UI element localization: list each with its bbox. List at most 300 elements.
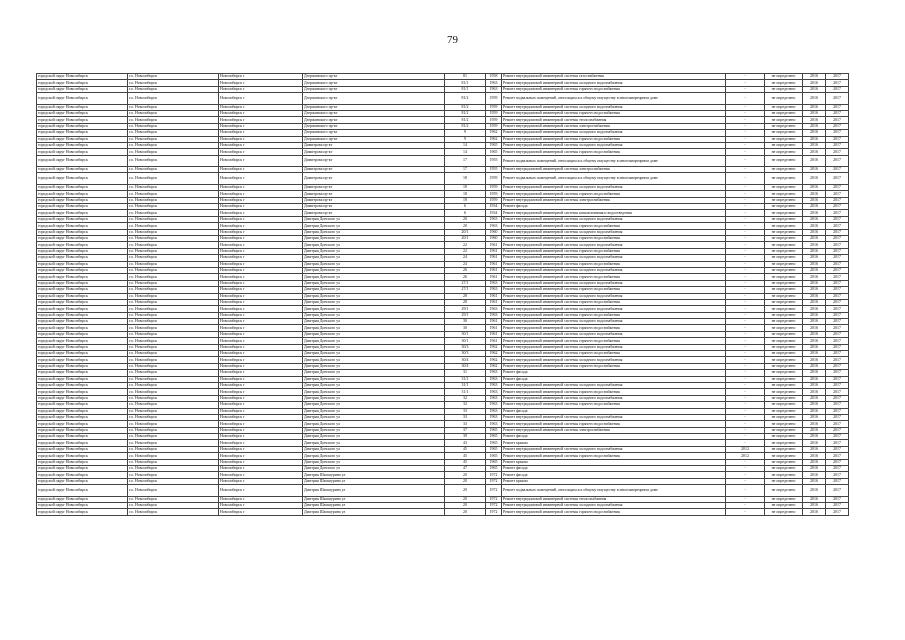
cell-cost: не определено [765, 274, 803, 280]
cell-street: Дзержинского пр-кт [303, 86, 445, 92]
cell-completion: - [726, 440, 765, 446]
cell-street: Димитрова пр-кт [303, 210, 445, 216]
cell-house: 20 [445, 223, 486, 229]
cell-cost: не определено [765, 319, 803, 325]
cell-year: 1959 [486, 123, 502, 129]
cell-work-type: Ремонт внутридомовой инженерной системы горячего водоснабжения [502, 287, 726, 293]
cell-year-to: 2017 [826, 248, 849, 254]
cell-work-type: Ремонт внутридомовой инженерной системы холодного водоснабжения [502, 130, 726, 136]
cell-work-type: Ремонт внутридомовой инженерной системы горячего водоснабжения [502, 86, 726, 92]
cell-cost: не определено [765, 351, 803, 357]
cell-year: 1963 [486, 370, 502, 376]
cell-house: 30/1 [445, 338, 486, 344]
cell-district: г.о. Новосибирск [128, 351, 219, 357]
table-row [37, 155, 849, 166]
cell-street: Дмитрия Донского ул [303, 434, 445, 440]
cell-street: Дмитрия Донского ул [303, 421, 445, 427]
cell-district: г.о. Новосибирск [128, 478, 219, 484]
cell-year-to: 2017 [826, 280, 849, 286]
cell-year-from: 2016 [803, 306, 826, 312]
cell-completion: - [726, 306, 765, 312]
cell-street: Дмитрия Шамшурина ул [303, 472, 445, 478]
cell-street: Дмитрия Донского ул [303, 325, 445, 331]
cell-house: 27/1 [445, 287, 486, 293]
cell-year-from: 2016 [803, 466, 826, 472]
cell-settlement: Новосибирск г [219, 255, 303, 261]
cell-settlement: Новосибирск г [219, 338, 303, 344]
cell-work-type: Ремонт внутридомовой инженерной системы горячего водоснабжения [502, 110, 726, 116]
cell-year-to: 2017 [826, 287, 849, 293]
cell-district: г.о. Новосибирск [128, 459, 219, 465]
cell-municipality: городской округ Новосибирск [37, 155, 128, 166]
cell-year-from: 2016 [803, 261, 826, 267]
cell-cost: не определено [765, 421, 803, 427]
cell-district: г.о. Новосибирск [128, 229, 219, 235]
cell-street: Димитрова пр-кт [303, 184, 445, 190]
cell-year-from: 2016 [803, 93, 826, 104]
cell-cost: не определено [765, 402, 803, 408]
cell-settlement: Новосибирск г [219, 421, 303, 427]
cell-house: 31 [445, 370, 486, 376]
cell-completion: - [726, 261, 765, 267]
cell-municipality: городской округ Новосибирск [37, 242, 128, 248]
cell-completion: - [726, 248, 765, 254]
cell-year: 1965 [486, 446, 502, 452]
cell-year: 1965 [486, 434, 502, 440]
cell-year-from: 2016 [803, 155, 826, 166]
cell-district: г.о. Новосибирск [128, 274, 219, 280]
cell-work-type: Ремонт внутридомовой инженерной системы холодного водоснабжения [502, 142, 726, 148]
table-row [37, 509, 849, 515]
cell-year: 1961 [486, 293, 502, 299]
cell-work-type: Ремонт внутридомовой инженерной системы горячего водоснабжения [502, 149, 726, 155]
cell-year-to: 2017 [826, 312, 849, 318]
cell-year-from: 2016 [803, 280, 826, 286]
cell-year-from: 2016 [803, 440, 826, 446]
cell-district: г.о. Новосибирск [128, 338, 219, 344]
cell-municipality: городской округ Новосибирск [37, 136, 128, 142]
cell-district: г.о. Новосибирск [128, 204, 219, 210]
cell-street: Дзержинского пр-кт [303, 117, 445, 123]
cell-work-type: Ремонт внутридомовой инженерной системы теплоснабжения [502, 496, 726, 502]
cell-settlement: Новосибирск г [219, 142, 303, 148]
cell-year-from: 2016 [803, 86, 826, 92]
cell-year-to: 2017 [826, 155, 849, 166]
cell-year-to: 2017 [826, 496, 849, 502]
cell-year-to: 2017 [826, 267, 849, 273]
cell-street: Дзержинского пр-кт [303, 123, 445, 129]
cell-district: г.о. Новосибирск [128, 235, 219, 241]
cell-district: г.о. Новосибирск [128, 402, 219, 408]
cell-municipality: городской округ Новосибирск [37, 421, 128, 427]
cell-house: 33 [445, 414, 486, 420]
cell-year-to: 2017 [826, 472, 849, 478]
cell-street: Дмитрия Донского ул [303, 267, 445, 273]
cell-work-type: Ремонт крыши [502, 478, 726, 484]
cell-completion: - [726, 395, 765, 401]
cell-district: г.о. Новосибирск [128, 130, 219, 136]
cell-settlement: Новосибирск г [219, 414, 303, 420]
cell-settlement: Новосибирск г [219, 363, 303, 369]
cell-year: 1961 [486, 325, 502, 331]
cell-settlement: Новосибирск г [219, 261, 303, 267]
cell-municipality: городской округ Новосибирск [37, 80, 128, 86]
cell-cost: не определено [765, 255, 803, 261]
cell-cost: не определено [765, 123, 803, 129]
cell-street: Дмитрия Донского ул [303, 344, 445, 350]
cell-year-to: 2017 [826, 223, 849, 229]
cell-cost: не определено [765, 331, 803, 337]
cell-year-from: 2016 [803, 478, 826, 484]
cell-municipality: городской округ Новосибирск [37, 117, 128, 123]
cell-street: Дмитрия Донского ул [303, 459, 445, 465]
cell-work-type: Ремонт внутридомовой инженерной системы горячего водоснабжения [502, 223, 726, 229]
cell-district: г.о. Новосибирск [128, 485, 219, 496]
cell-street: Дмитрия Донского ул [303, 223, 445, 229]
cell-completion: - [726, 167, 765, 173]
cell-year-to: 2017 [826, 86, 849, 92]
cell-work-type: Ремонт фасада [502, 204, 726, 210]
cell-completion: - [726, 472, 765, 478]
cell-settlement: Новосибирск г [219, 248, 303, 254]
cell-house: 18 [445, 173, 486, 184]
cell-year-to: 2017 [826, 363, 849, 369]
cell-work-type: Ремонт внутридомовой инженерной системы горячего водоснабжения [502, 402, 726, 408]
cell-year-to: 2017 [826, 503, 849, 509]
cell-street: Димитрова пр-кт [303, 167, 445, 173]
cell-year-from: 2016 [803, 503, 826, 509]
cell-municipality: городской округ Новосибирск [37, 261, 128, 267]
cell-year-from: 2016 [803, 472, 826, 478]
cell-house: 45 [445, 453, 486, 459]
cell-work-type: Ремонт фасада [502, 370, 726, 376]
cell-year: 1961 [486, 331, 502, 337]
cell-work-type: Ремонт внутридомовой инженерной системы холодного водоснабжения [502, 255, 726, 261]
cell-year-from: 2016 [803, 191, 826, 197]
cell-year: 1965 [486, 142, 502, 148]
cell-municipality: городской округ Новосибирск [37, 74, 128, 80]
cell-municipality: городской округ Новосибирск [37, 389, 128, 395]
cell-completion: - [726, 110, 765, 116]
cell-settlement: Новосибирск г [219, 80, 303, 86]
cell-municipality: городской округ Новосибирск [37, 142, 128, 148]
cell-district: г.о. Новосибирск [128, 395, 219, 401]
cell-cost: не определено [765, 104, 803, 110]
cell-work-type: Ремонт фасада [502, 376, 726, 382]
cell-house: 81/1 [445, 80, 486, 86]
cell-settlement: Новосибирск г [219, 427, 303, 433]
cell-street: Дмитрия Донского ул [303, 357, 445, 363]
cell-street: Дмитрия Донского ул [303, 242, 445, 248]
cell-cost: не определено [765, 325, 803, 331]
cell-district: г.о. Новосибирск [128, 173, 219, 184]
cell-year-from: 2016 [803, 421, 826, 427]
cell-cost: не определено [765, 261, 803, 267]
cell-year-to: 2017 [826, 351, 849, 357]
cell-settlement: Новосибирск г [219, 93, 303, 104]
cell-settlement: Новосибирск г [219, 319, 303, 325]
cell-settlement: Новосибирск г [219, 149, 303, 155]
cell-year-to: 2017 [826, 142, 849, 148]
cell-work-type: Ремонт внутридомовой инженерной системы горячего водоснабжения [502, 191, 726, 197]
cell-municipality: городской округ Новосибирск [37, 357, 128, 363]
cell-house: 81/2 [445, 123, 486, 129]
cell-year-from: 2016 [803, 216, 826, 222]
cell-cost: не определено [765, 197, 803, 203]
cell-municipality: городской округ Новосибирск [37, 466, 128, 472]
cell-municipality: городской округ Новосибирск [37, 338, 128, 344]
cell-house: 31/1 [445, 382, 486, 388]
cell-district: г.о. Новосибирск [128, 472, 219, 478]
cell-work-type: Ремонт внутридомовой инженерной системы холодного водоснабжения [502, 344, 726, 350]
cell-year-from: 2016 [803, 248, 826, 254]
cell-house: 26 [445, 267, 486, 273]
cell-year-to: 2017 [826, 331, 849, 337]
cell-house: 30/3 [445, 351, 486, 357]
cell-year-from: 2016 [803, 293, 826, 299]
cell-house: 30/4 [445, 357, 486, 363]
cell-house: 20 [445, 503, 486, 509]
cell-work-type: Ремонт внутридомовой инженерной системы холодного водоснабжения [502, 395, 726, 401]
cell-completion: - [726, 104, 765, 110]
cell-municipality: городской округ Новосибирск [37, 248, 128, 254]
cell-municipality: городской округ Новосибирск [37, 370, 128, 376]
cell-year-to: 2017 [826, 319, 849, 325]
cell-year: 1962 [486, 130, 502, 136]
cell-district: г.о. Новосибирск [128, 440, 219, 446]
cell-municipality: городской округ Новосибирск [37, 446, 128, 452]
cell-house: 29/1 [445, 312, 486, 318]
cell-settlement: Новосибирск г [219, 155, 303, 166]
cell-street: Дмитрия Донского ул [303, 414, 445, 420]
cell-year-to: 2017 [826, 293, 849, 299]
cell-year-from: 2016 [803, 274, 826, 280]
cell-cost: не определено [765, 344, 803, 350]
cell-settlement: Новосибирск г [219, 434, 303, 440]
cell-work-type: Ремонт крыши [502, 459, 726, 465]
cell-work-type: Ремонт внутридомовой инженерной системы газоснабжения [502, 74, 726, 80]
cell-completion: - [726, 338, 765, 344]
cell-house: 24 [445, 261, 486, 267]
cell-year: 1959 [486, 197, 502, 203]
cell-work-type: Ремонт внутридомовой инженерной системы холодного водоснабжения [502, 242, 726, 248]
cell-year: 1963 [486, 376, 502, 382]
cell-street: Димитрова пр-кт [303, 191, 445, 197]
cell-year-to: 2017 [826, 104, 849, 110]
cell-year-from: 2016 [803, 110, 826, 116]
cell-house: 31/1 [445, 389, 486, 395]
cell-year-to: 2017 [826, 370, 849, 376]
cell-cost: не определено [765, 338, 803, 344]
cell-street: Дмитрия Донского ул [303, 395, 445, 401]
cell-year-to: 2017 [826, 197, 849, 203]
cell-district: г.о. Новосибирск [128, 216, 219, 222]
cell-municipality: городской округ Новосибирск [37, 331, 128, 337]
cell-completion: - [726, 235, 765, 241]
cell-cost: не определено [765, 287, 803, 293]
cell-year-from: 2016 [803, 197, 826, 203]
cell-year-from: 2016 [803, 255, 826, 261]
cell-street: Дмитрия Донского ул [303, 453, 445, 459]
cell-municipality: городской округ Новосибирск [37, 414, 128, 420]
cell-cost: не определено [765, 136, 803, 142]
cell-completion: - [726, 229, 765, 235]
cell-municipality: городской округ Новосибирск [37, 287, 128, 293]
cell-district: г.о. Новосибирск [128, 389, 219, 395]
cell-year-from: 2016 [803, 351, 826, 357]
cell-year-to: 2017 [826, 427, 849, 433]
cell-municipality: городской округ Новосибирск [37, 509, 128, 515]
cell-year: 1963 [486, 312, 502, 318]
cell-street: Дзержинского пр-кт [303, 104, 445, 110]
cell-cost: не определено [765, 223, 803, 229]
cell-settlement: Новосибирск г [219, 395, 303, 401]
cell-district: г.о. Новосибирск [128, 280, 219, 286]
cell-house: 20 [445, 472, 486, 478]
cell-settlement: Новосибирск г [219, 331, 303, 337]
cell-completion: - [726, 421, 765, 427]
cell-year-to: 2017 [826, 74, 849, 80]
cell-work-type: Ремонт внутридомовой инженерной системы холодного водоснабжения [502, 357, 726, 363]
cell-municipality: городской округ Новосибирск [37, 344, 128, 350]
cell-work-type: Ремонт внутридомовой инженерной системы холодного водоснабжения [502, 319, 726, 325]
cell-settlement: Новосибирск г [219, 357, 303, 363]
cell-municipality: городской округ Новосибирск [37, 472, 128, 478]
cell-street: Дмитрия Донского ул [303, 382, 445, 388]
cell-work-type: Ремонт внутридомовой инженерной системы холодного водоснабжения [502, 267, 726, 273]
cell-cost: не определено [765, 149, 803, 155]
cell-street: Дмитрия Донского ул [303, 216, 445, 222]
cell-settlement: Новосибирск г [219, 223, 303, 229]
cell-municipality: городской округ Новосибирск [37, 503, 128, 509]
cell-year: 1959 [486, 173, 502, 184]
cell-settlement: Новосибирск г [219, 167, 303, 173]
cell-year: 1963 [486, 389, 502, 395]
cell-cost: не определено [765, 210, 803, 216]
cell-work-type: Ремонт внутридомовой инженерной системы горячего водоснабжения [502, 389, 726, 395]
cell-house: 32 [445, 395, 486, 401]
cell-completion: - [726, 299, 765, 305]
cell-work-type: Ремонт внутридомовой инженерной системы холодного водоснабжения [502, 382, 726, 388]
cell-year-to: 2017 [826, 80, 849, 86]
cell-district: г.о. Новосибирск [128, 255, 219, 261]
cell-work-type: Ремонт внутридомовой инженерной системы горячего водоснабжения [502, 453, 726, 459]
cell-work-type: Ремонт внутридомовой инженерной системы горячего водоснабжения [502, 312, 726, 318]
cell-settlement: Новосибирск г [219, 453, 303, 459]
cell-street: Дмитрия Донского ул [303, 306, 445, 312]
cell-year: 1959 [486, 104, 502, 110]
cell-municipality: городской округ Новосибирск [37, 351, 128, 357]
cell-street: Дмитрия Донского ул [303, 466, 445, 472]
cell-municipality: городской округ Новосибирск [37, 363, 128, 369]
cell-street: Дмитрия Донского ул [303, 389, 445, 395]
cell-completion: - [726, 267, 765, 273]
cell-settlement: Новосибирск г [219, 389, 303, 395]
cell-year-to: 2017 [826, 167, 849, 173]
cell-work-type: Ремонт внутридомовой инженерной системы горячего водоснабжения [502, 248, 726, 254]
cell-cost: не определено [765, 86, 803, 92]
cell-house: 9 [445, 130, 486, 136]
cell-year-from: 2016 [803, 325, 826, 331]
cell-year-to: 2017 [826, 453, 849, 459]
cell-work-type: Ремонт внутридомовой инженерной системы горячего водоснабжения [502, 235, 726, 241]
cell-year-from: 2016 [803, 402, 826, 408]
cell-district: г.о. Новосибирск [128, 509, 219, 515]
cell-cost: не определено [765, 414, 803, 420]
cell-year: 1965 [486, 466, 502, 472]
cell-house: 45 [445, 459, 486, 465]
cell-year-from: 2016 [803, 496, 826, 502]
cell-year-to: 2017 [826, 402, 849, 408]
cell-year-from: 2016 [803, 204, 826, 210]
cell-district: г.о. Новосибирск [128, 197, 219, 203]
cell-district: г.о. Новосибирск [128, 408, 219, 414]
cell-year-from: 2016 [803, 459, 826, 465]
cell-district: г.о. Новосибирск [128, 421, 219, 427]
cell-year: 1934 [486, 204, 502, 210]
cell-district: г.о. Новосибирск [128, 110, 219, 116]
cell-completion: - [726, 197, 765, 203]
table-row [37, 173, 849, 184]
cell-district: г.о. Новосибирск [128, 446, 219, 452]
cell-cost: не определено [765, 446, 803, 452]
cell-cost: не определено [765, 173, 803, 184]
cell-year-from: 2016 [803, 363, 826, 369]
cell-cost: не определено [765, 408, 803, 414]
cell-street: Дмитрия Донского ул [303, 363, 445, 369]
cell-house: 33 [445, 421, 486, 427]
cell-municipality: городской округ Новосибирск [37, 402, 128, 408]
cell-year-from: 2016 [803, 149, 826, 155]
cell-house: 22 [445, 242, 486, 248]
cell-municipality: городской округ Новосибирск [37, 267, 128, 273]
cell-settlement: Новосибирск г [219, 503, 303, 509]
cell-municipality: городской округ Новосибирск [37, 210, 128, 216]
cell-year: 1962 [486, 136, 502, 142]
cell-settlement: Новосибирск г [219, 204, 303, 210]
cell-year-to: 2017 [826, 509, 849, 515]
cell-settlement: Новосибирск г [219, 496, 303, 502]
cell-work-type: Ремонт внутридомовой инженерной системы горячего водоснабжения [502, 299, 726, 305]
cell-cost: не определено [765, 299, 803, 305]
cell-municipality: городской округ Новосибирск [37, 496, 128, 502]
cell-completion: - [726, 344, 765, 350]
cell-year: 1963 [486, 86, 502, 92]
cell-year: 1960 [486, 229, 502, 235]
cell-year: 1972 [486, 503, 502, 509]
cell-street: Дмитрия Донского ул [303, 229, 445, 235]
cell-house: 18 [445, 191, 486, 197]
cell-street: Дмитрия Донского ул [303, 274, 445, 280]
cell-completion: - [726, 312, 765, 318]
cell-completion: - [726, 293, 765, 299]
cell-work-type: Ремонт внутридомовой инженерной системы горячего водоснабжения [502, 421, 726, 427]
cell-work-type: Ремонт внутридомовой инженерной системы холодного водоснабжения [502, 331, 726, 337]
cell-street: Дмитрия Донского ул [303, 376, 445, 382]
cell-municipality: городской округ Новосибирск [37, 478, 128, 484]
cell-house: 28 [445, 299, 486, 305]
cell-settlement: Новосибирск г [219, 184, 303, 190]
cell-cost: не определено [765, 466, 803, 472]
cell-year: 1961 [486, 248, 502, 254]
cell-house: 37 [445, 427, 486, 433]
cell-completion: - [726, 191, 765, 197]
cell-street: Дмитрия Донского ул [303, 248, 445, 254]
cell-street: Дзержинского пр-кт [303, 136, 445, 142]
cell-year-to: 2017 [826, 408, 849, 414]
cell-year: 1972 [486, 478, 502, 484]
cell-settlement: Новосибирск г [219, 130, 303, 136]
